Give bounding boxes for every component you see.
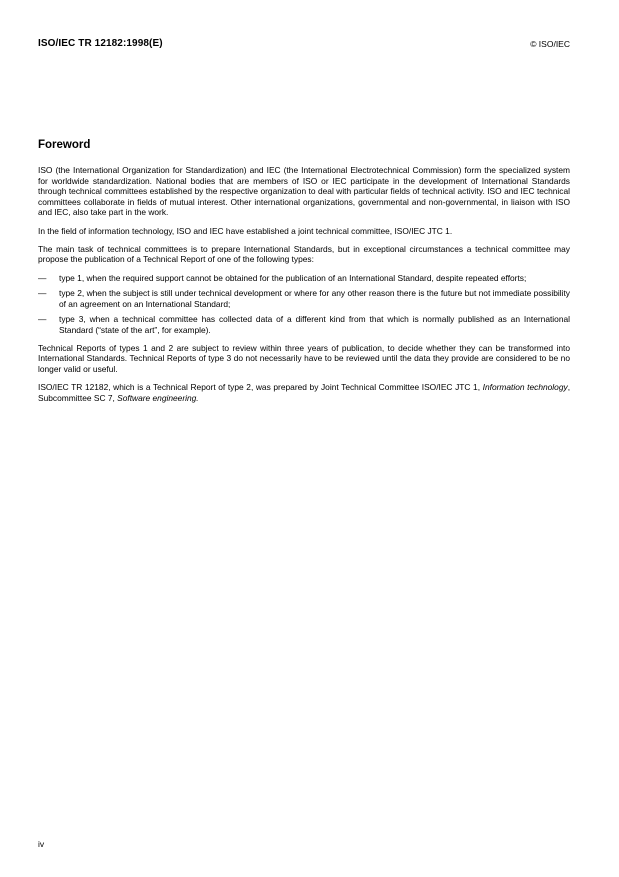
list-item <box>38 288 570 309</box>
preparation-text-1: ISO/IEC TR 12182, which is a Technical Report of type 2, was prepared by Joint Technical Committee ISO/IEC JTC 1, <box>38 382 483 393</box>
list-item-text: type 1, when the required support cannot be obtained for the publication of an International Standard, despite repeated efforts; <box>59 272 527 283</box>
preparation-committee-name: Information technology <box>482 382 568 393</box>
paragraph-preparation <box>38 382 570 403</box>
list-item <box>38 314 570 335</box>
preparation-text-2: , Subcommittee SC 7, <box>38 382 571 403</box>
report-types-list <box>38 273 570 336</box>
page-title: Foreword <box>38 139 91 151</box>
preparation-subcommittee-name: Software engineering. <box>117 392 199 403</box>
list-item <box>38 273 570 284</box>
page-number: iv <box>38 839 45 849</box>
paragraph-review: Technical Reports of types 1 and 2 are subject to review within three years of publication, to decide whether they can be transformed into International Standards. Technical Reports of type 3 do not necessarily have to be reviewed until the data they provide are considered to be no longer valid or useful. <box>38 342 570 374</box>
document-identifier: ISO/IEC TR 12182:1998(E) <box>38 38 163 49</box>
paragraph-organizations: ISO (the International Organization for Standardization) and IEC (the International Electrotechnical Commission) form the specialized system for worldwide standardization. National bodies that are members of ISO or IEC participate in the development of International Standards through technical committees established by the respective organization to deal with particular fields of technical activity. ISO and IEC technical committees collaborate in fields of mutual interest. Other international organizations, governmental and non-governmental, in liaison with ISO and IEC, also take part in the work. <box>38 165 570 218</box>
list-dash: — <box>38 272 47 283</box>
foreword-body <box>38 165 570 411</box>
list-item-text: type 3, when a technical committee has collected data of a different kind from that which is normally published as an International Standard (“state of the art”, for example). <box>59 313 570 335</box>
paragraph-joint-committee: In the field of information technology, ISO and IEC have established a joint technical committee, ISO/IEC JTC 1. <box>38 225 453 236</box>
paragraph-main-task: The main task of technical committees is to prepare International Standards, but in exceptional circumstances a technical committee may propose the publication of a Technical Report of one of the following types: <box>38 243 570 265</box>
copyright-notice: © ISO/IEC <box>530 39 570 49</box>
list-item-text: type 2, when the subject is still under technical development or where for any other reason there is the future but not immediate possibility of an agreement on an International Standard; <box>59 287 570 309</box>
list-dash: — <box>38 313 47 324</box>
list-dash: — <box>38 287 47 298</box>
